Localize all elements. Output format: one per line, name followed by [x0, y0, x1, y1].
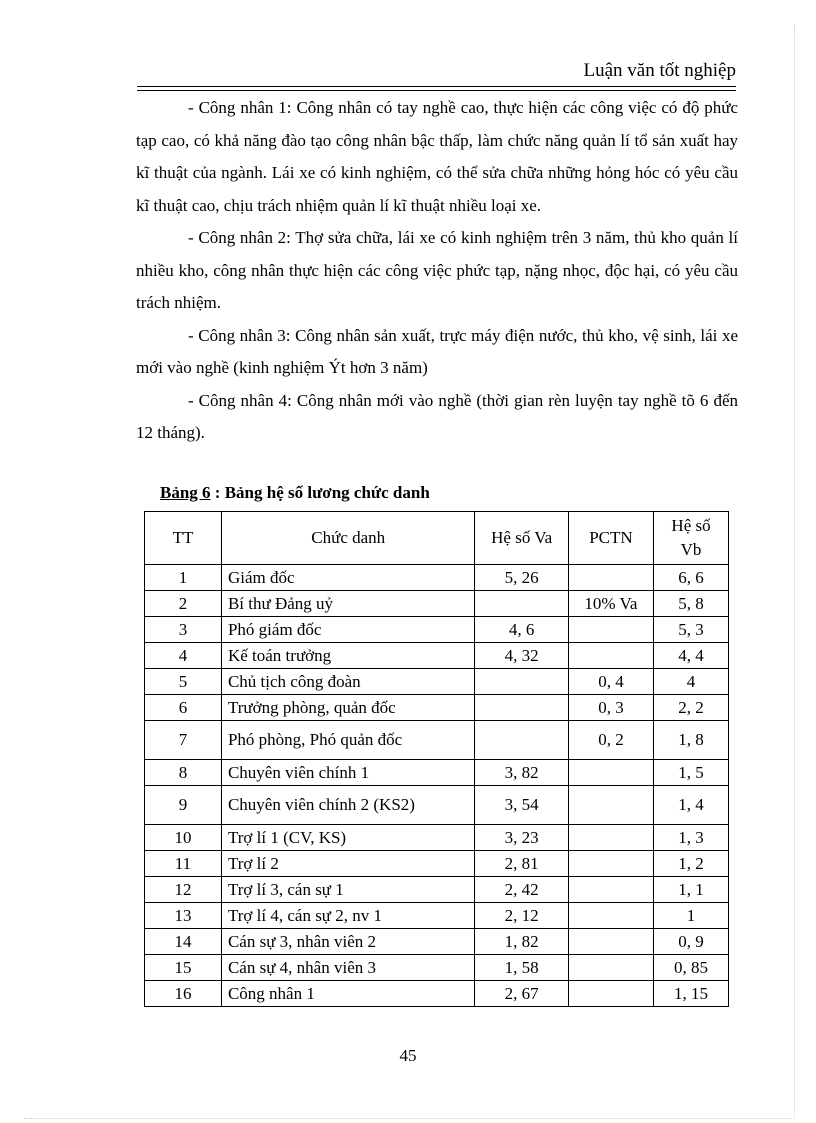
- cell-tt: 2: [145, 591, 222, 617]
- cell-chuc-danh: Bí thư Đảng uỷ: [221, 591, 475, 617]
- cell-pctn: [568, 981, 653, 1007]
- cell-he-so-vb: 5, 3: [654, 617, 729, 643]
- cell-he-so-va: [475, 669, 568, 695]
- cell-he-so-vb: 1: [654, 903, 729, 929]
- cell-tt: 11: [145, 851, 222, 877]
- header-pctn: PCTN: [568, 512, 653, 565]
- cell-tt: 9: [145, 786, 222, 825]
- cell-he-so-vb: 1, 3: [654, 825, 729, 851]
- paragraph-cong-nhan-1: - Công nhân 1: Công nhân có tay nghề cao, thực hiện các công việc có độ phức tạp cao, có khả năng đào tạo công nhân bậc thấp, làm chức năng quản lí tổ sản xuất hay kĩ thuật của ngành. Lái xe có kinh nghiệm, có thể sửa chữa những hỏng hóc có yêu cầu kĩ thuật cao, chịu trách nhiệm quản lí kĩ thuật nhiều loại xe.: [136, 98, 738, 215]
- table-row: [145, 851, 729, 877]
- cell-he-so-vb: 0, 9: [654, 929, 729, 955]
- table-row: [145, 929, 729, 955]
- table-row: [145, 617, 729, 643]
- table-row: [145, 903, 729, 929]
- cell-pctn: [568, 617, 653, 643]
- cell-pctn: [568, 825, 653, 851]
- table-row: [145, 955, 729, 981]
- cell-he-so-va: [475, 721, 568, 760]
- paragraph-cong-nhan-4: - Công nhân 4: Công nhân mới vào nghề (thời gian rèn luyện tay nghề tõ 6 đến 12 tháng).: [136, 390, 738, 442]
- cell-he-so-va: 1, 58: [475, 955, 568, 981]
- cell-he-so-vb: 6, 6: [654, 565, 729, 591]
- table-body: [145, 565, 729, 1007]
- cell-pctn: [568, 955, 653, 981]
- cell-he-so-vb: 1, 2: [654, 851, 729, 877]
- cell-chuc-danh: Trợ lí 2: [221, 851, 475, 877]
- cell-tt: 15: [145, 955, 222, 981]
- cell-pctn: 0, 4: [568, 669, 653, 695]
- page-number: 45: [399, 1046, 417, 1065]
- cell-pctn: [568, 565, 653, 591]
- header-tt: TT: [145, 512, 222, 565]
- cell-he-so-vb: 4, 4: [654, 643, 729, 669]
- table-row: [145, 695, 729, 721]
- cell-he-so-va: 2, 81: [475, 851, 568, 877]
- cell-tt: 3: [145, 617, 222, 643]
- cell-he-so-vb: 0, 85: [654, 955, 729, 981]
- cell-pctn: 10% Va: [568, 591, 653, 617]
- cell-he-so-va: 2, 42: [475, 877, 568, 903]
- cell-he-so-vb: 1, 8: [654, 721, 729, 760]
- header-he-so-va: Hệ số Va: [475, 512, 568, 565]
- running-header: Luận văn tốt nghiệp: [583, 60, 736, 81]
- cell-pctn: [568, 903, 653, 929]
- cell-tt: 8: [145, 760, 222, 786]
- header-he-so-vb: Hệ số Vb: [654, 512, 729, 565]
- cell-chuc-danh: Phó phòng, Phó quản đốc: [221, 721, 475, 760]
- cell-he-so-va: 4, 6: [475, 617, 568, 643]
- cell-chuc-danh: Phó giám đốc: [221, 617, 475, 643]
- table-row: [145, 669, 729, 695]
- cell-he-so-va: 3, 82: [475, 760, 568, 786]
- cell-he-so-va: 3, 23: [475, 825, 568, 851]
- cell-he-so-vb: 5, 8: [654, 591, 729, 617]
- cell-tt: 16: [145, 981, 222, 1007]
- cell-pctn: [568, 760, 653, 786]
- page-bottom-guide: [24, 1118, 792, 1119]
- cell-he-so-va: 2, 67: [475, 981, 568, 1007]
- cell-he-so-va: 3, 54: [475, 786, 568, 825]
- cell-chuc-danh: Trợ lí 4, cán sự 2, nv 1: [221, 903, 475, 929]
- paragraph-cong-nhan-3: - Công nhân 3: Công nhân sản xuất, trực máy điện nước, thủ kho, vệ sinh, lái xe mới vào nghề (kinh nghiệm Ýt hơn 3 năm): [136, 325, 738, 377]
- cell-pctn: 0, 2: [568, 721, 653, 760]
- header-rule: [137, 86, 736, 91]
- page-right-guide: [794, 24, 795, 1118]
- table-row: [145, 760, 729, 786]
- table-row: [145, 721, 729, 760]
- cell-chuc-danh: Chuyên viên chính 2 (KS2): [221, 786, 475, 825]
- cell-tt: 6: [145, 695, 222, 721]
- cell-he-so-vb: 1, 15: [654, 981, 729, 1007]
- cell-pctn: [568, 929, 653, 955]
- header-chuc-danh: Chức danh: [221, 512, 475, 565]
- cell-chuc-danh: Công nhân 1: [221, 981, 475, 1007]
- table-caption-text: : Bảng hệ số lương chức danh: [210, 483, 430, 502]
- cell-chuc-danh: Kế toán trưởng: [221, 643, 475, 669]
- cell-tt: 13: [145, 903, 222, 929]
- cell-tt: 4: [145, 643, 222, 669]
- cell-chuc-danh: Cán sự 3, nhân viên 2: [221, 929, 475, 955]
- table-row: [145, 825, 729, 851]
- cell-chuc-danh: Trợ lí 3, cán sự 1: [221, 877, 475, 903]
- cell-he-so-va: [475, 695, 568, 721]
- cell-he-so-va: [475, 591, 568, 617]
- body-text: [136, 92, 738, 450]
- table-row: [145, 591, 729, 617]
- cell-chuc-danh: Giám đốc: [221, 565, 475, 591]
- cell-tt: 12: [145, 877, 222, 903]
- cell-chuc-danh: Trợ lí 1 (CV, KS): [221, 825, 475, 851]
- table-caption: [160, 482, 430, 504]
- cell-pctn: 0, 3: [568, 695, 653, 721]
- table-row: [145, 981, 729, 1007]
- cell-chuc-danh: Trưởng phòng, quản đốc: [221, 695, 475, 721]
- cell-he-so-va: 4, 32: [475, 643, 568, 669]
- cell-he-so-vb: 4: [654, 669, 729, 695]
- table-row: [145, 786, 729, 825]
- cell-he-so-vb: 1, 5: [654, 760, 729, 786]
- cell-pctn: [568, 851, 653, 877]
- cell-tt: 5: [145, 669, 222, 695]
- cell-he-so-va: 1, 82: [475, 929, 568, 955]
- paragraph-cong-nhan-2: - Công nhân 2: Thợ sửa chữa, lái xe có kinh nghiệm trên 3 năm, thủ kho quản lí nhiều kho, công nhân thực hiện các công việc phức tạp, nặng nhọc, độc hại, có yêu cầu trách nhiệm.: [136, 228, 738, 312]
- table-header-row: [145, 512, 729, 565]
- table-caption-label: Bảng 6: [160, 483, 211, 502]
- cell-he-so-vb: 2, 2: [654, 695, 729, 721]
- table-row: [145, 643, 729, 669]
- salary-coefficient-table: [144, 511, 729, 1007]
- cell-pctn: [568, 877, 653, 903]
- cell-he-so-va: 2, 12: [475, 903, 568, 929]
- cell-pctn: [568, 786, 653, 825]
- cell-tt: 14: [145, 929, 222, 955]
- cell-tt: 1: [145, 565, 222, 591]
- table-row: [145, 877, 729, 903]
- cell-he-so-vb: 1, 4: [654, 786, 729, 825]
- cell-chuc-danh: Chủ tịch công đoàn: [221, 669, 475, 695]
- table-row: [145, 565, 729, 591]
- cell-chuc-danh: Cán sự 4, nhân viên 3: [221, 955, 475, 981]
- cell-chuc-danh: Chuyên viên chính 1: [221, 760, 475, 786]
- cell-pctn: [568, 643, 653, 669]
- cell-tt: 7: [145, 721, 222, 760]
- cell-tt: 10: [145, 825, 222, 851]
- cell-he-so-va: 5, 26: [475, 565, 568, 591]
- cell-he-so-vb: 1, 1: [654, 877, 729, 903]
